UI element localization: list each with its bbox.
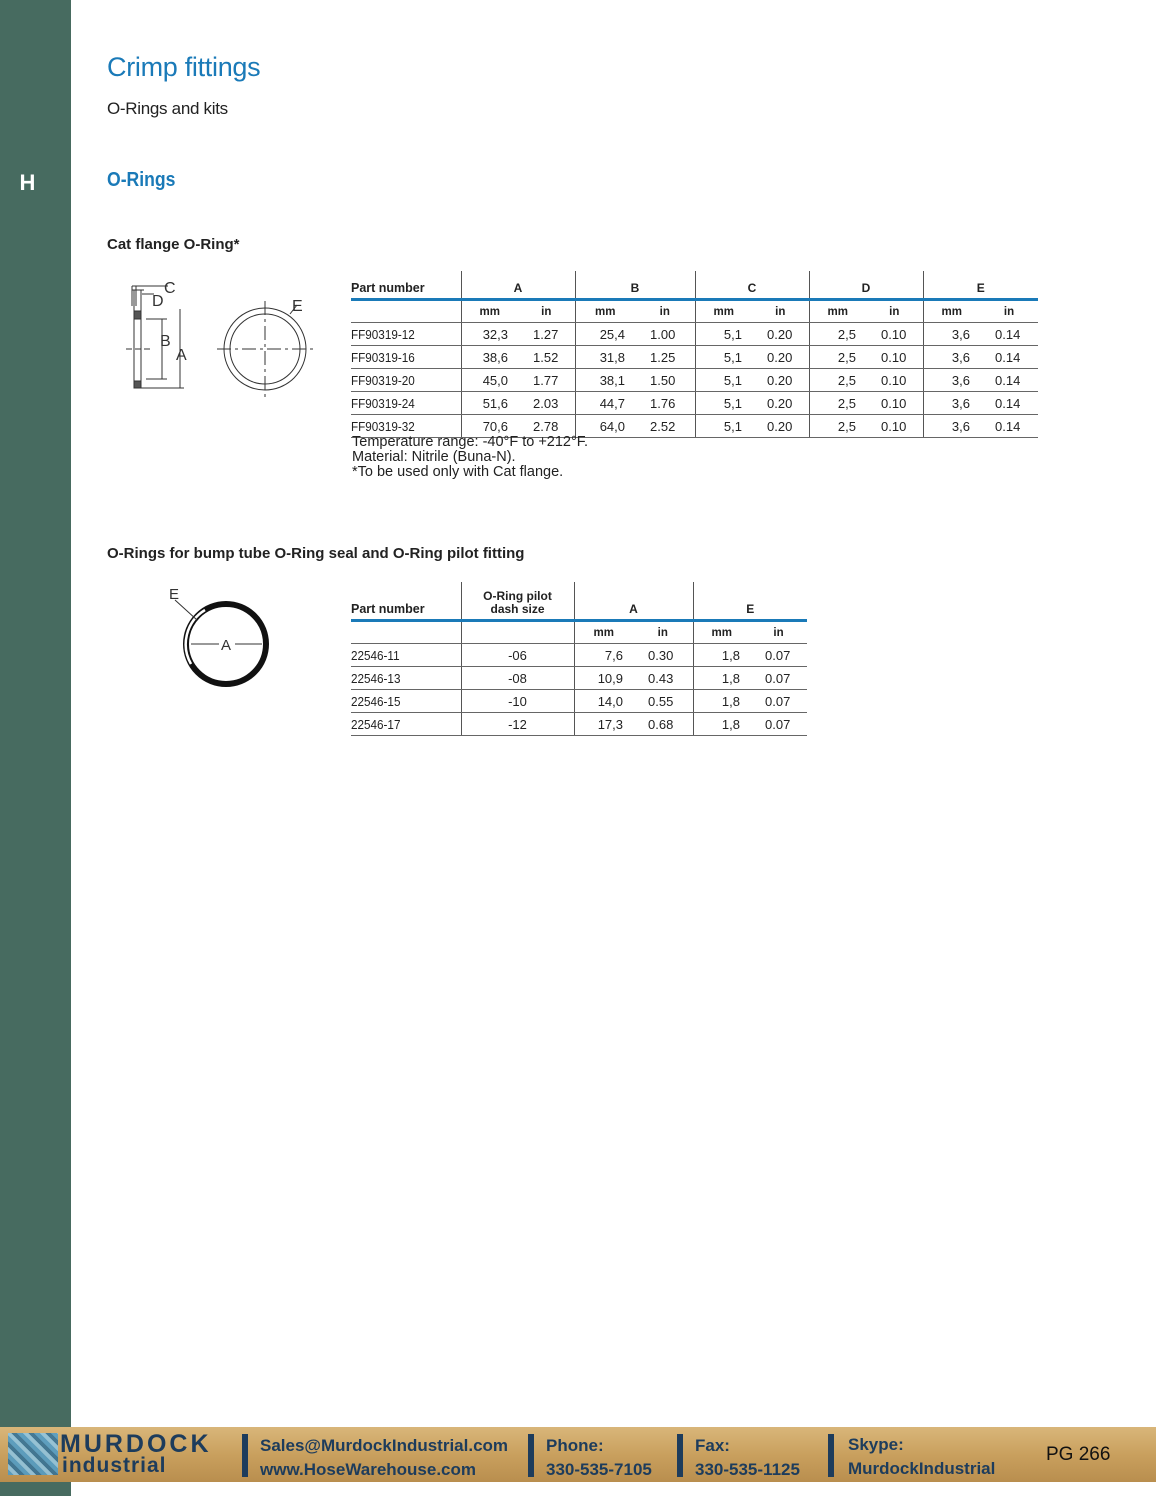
col-c: C [695, 271, 809, 300]
unit-in: in [635, 300, 695, 323]
value-cell: 0.07 [750, 644, 807, 667]
value-cell: 70,6 [461, 415, 518, 438]
value-cell: 0.10 [866, 346, 923, 369]
label-c: C [164, 280, 176, 297]
label-a: A [176, 347, 187, 364]
unit-in: in [866, 300, 923, 323]
bump-tube-heading: O-Rings for bump tube O-Ring seal and O-Ring pilot fitting [107, 545, 525, 562]
value-cell: 38,1 [575, 369, 635, 392]
fax-number: 330-535-1125 [695, 1460, 800, 1479]
value-cell: 0.20 [752, 415, 809, 438]
dash-size-cell: -06 [461, 644, 574, 667]
value-cell: 1.27 [518, 323, 575, 346]
value-cell: 38,6 [461, 346, 518, 369]
value-cell: 0.07 [750, 713, 807, 736]
value-cell: 0.14 [980, 415, 1038, 438]
value-cell: 1.50 [635, 369, 695, 392]
brand-subname: industrial [62, 1454, 167, 1477]
value-cell: 5,1 [695, 323, 752, 346]
divider [528, 1434, 534, 1477]
note-temperature: Temperature range: -40°F to +212°F. [352, 434, 589, 450]
value-cell: 14,0 [574, 690, 633, 713]
col-dash-size-line1: O-Ring pilot [483, 589, 552, 603]
col-b: B [575, 271, 695, 300]
value-cell: 2.78 [518, 415, 575, 438]
value-cell: 0.07 [750, 690, 807, 713]
value-cell: 7,6 [574, 644, 633, 667]
fax-label: Fax: [695, 1436, 730, 1455]
part-number-cell: FF90319-16 [351, 346, 450, 369]
part-number-cell: 22546-15 [351, 690, 450, 713]
divider [242, 1434, 248, 1477]
side-tab [0, 0, 71, 1496]
page-number: PG 266 [1046, 1444, 1111, 1465]
value-cell: 0.20 [752, 323, 809, 346]
value-cell: 31,8 [575, 346, 635, 369]
divider [828, 1434, 834, 1477]
value-cell: 5,1 [695, 346, 752, 369]
value-cell: 0.43 [633, 667, 693, 690]
value-cell: 0.10 [866, 415, 923, 438]
value-cell: 45,0 [461, 369, 518, 392]
value-cell: 3,6 [923, 346, 980, 369]
unit-mm: mm [461, 300, 518, 323]
col-e: E [693, 582, 807, 621]
part-number-cell: FF90319-24 [351, 392, 450, 415]
label-b: B [160, 333, 171, 350]
brand-name: MURDOCK [60, 1430, 212, 1458]
section-letter: H [19, 170, 36, 195]
cat-flange-diagram [122, 276, 322, 401]
part-number-cell: FF90319-20 [351, 369, 450, 392]
value-cell: 44,7 [575, 392, 635, 415]
value-cell: 1.00 [635, 323, 695, 346]
value-cell: 10,9 [574, 667, 633, 690]
cat-flange-heading: Cat flange O-Ring* [107, 236, 240, 253]
value-cell: 3,6 [923, 369, 980, 392]
part-number-cell: FF90319-12 [351, 323, 450, 346]
value-cell: 5,1 [695, 415, 752, 438]
value-cell: 51,6 [461, 392, 518, 415]
unit-mm: mm [575, 300, 635, 323]
value-cell: 25,4 [575, 323, 635, 346]
value-cell: 2,5 [809, 415, 866, 438]
cat-flange-notes [352, 435, 588, 480]
value-cell: 2,5 [809, 369, 866, 392]
divider [677, 1434, 683, 1477]
label-e: E [169, 586, 180, 603]
unit-in: in [518, 300, 575, 323]
unit-mm: mm [809, 300, 866, 323]
bump-tube-table [351, 582, 807, 736]
email-link[interactable]: Sales@MurdockIndustrial.com [260, 1436, 509, 1455]
col-e: E [923, 271, 1038, 300]
value-cell: 0.14 [980, 392, 1038, 415]
col-d: D [809, 271, 923, 300]
unit-mm: mm [695, 300, 752, 323]
unit-in: in [980, 300, 1038, 323]
value-cell: 1.77 [518, 369, 575, 392]
value-cell: 2.52 [635, 415, 695, 438]
website-link[interactable]: www.HoseWarehouse.com [260, 1460, 477, 1479]
phone-label: Phone: [546, 1436, 604, 1455]
footer-banner [0, 1427, 1156, 1482]
value-cell: 2,5 [809, 346, 866, 369]
value-cell: 5,1 [695, 369, 752, 392]
table-row [351, 392, 1038, 415]
value-cell: 1.52 [518, 346, 575, 369]
col-part-number: Part number [351, 271, 461, 300]
value-cell: 0.14 [980, 346, 1038, 369]
col-part-number: Part number [351, 582, 461, 621]
table-row [351, 369, 1038, 392]
value-cell: 3,6 [923, 415, 980, 438]
unit-mm: mm [574, 621, 633, 644]
value-cell: 0.07 [750, 667, 807, 690]
table-row [351, 323, 1038, 346]
col-a: A [574, 582, 693, 621]
value-cell: 0.14 [980, 369, 1038, 392]
skype-handle: MurdockIndustrial [848, 1459, 996, 1478]
bump-tube-diagram [165, 582, 275, 692]
unit-mm: mm [923, 300, 980, 323]
table-row [351, 346, 1038, 369]
col-dash-size-line2: dash size [490, 602, 545, 616]
value-cell: 2,5 [809, 323, 866, 346]
col-a: A [461, 271, 575, 300]
value-cell: 2,5 [809, 392, 866, 415]
value-cell: 0.30 [633, 644, 693, 667]
value-cell: 3,6 [923, 323, 980, 346]
skype-label: Skype: [848, 1435, 904, 1454]
value-cell: 0.10 [866, 392, 923, 415]
value-cell: 1,8 [693, 667, 750, 690]
value-cell: 2.03 [518, 392, 575, 415]
value-cell: 1,8 [693, 713, 750, 736]
dash-size-cell: -08 [461, 667, 574, 690]
col-dash-size [461, 582, 574, 621]
part-number-cell: 22546-13 [351, 667, 450, 690]
cat-flange-table [351, 271, 1038, 438]
unit-in: in [750, 621, 807, 644]
murdock-logo-icon [8, 1433, 58, 1475]
section-title: O-Rings [107, 169, 176, 191]
value-cell: 0.14 [980, 323, 1038, 346]
value-cell: 5,1 [695, 392, 752, 415]
table-row [351, 713, 807, 736]
part-number-cell: 22546-11 [351, 644, 450, 667]
page-subtitle: O-Rings and kits [107, 99, 228, 118]
value-cell: 0.68 [633, 713, 693, 736]
part-number-cell: 22546-17 [351, 713, 450, 736]
value-cell: 0.55 [633, 690, 693, 713]
page-title: Crimp fittings [107, 52, 261, 82]
value-cell: 0.10 [866, 323, 923, 346]
value-cell: 1.25 [635, 346, 695, 369]
label-d: D [152, 293, 164, 310]
table-row [351, 644, 807, 667]
part-number-cell: FF90319-32 [351, 415, 450, 438]
value-cell: 3,6 [923, 392, 980, 415]
value-cell: 0.20 [752, 346, 809, 369]
value-cell: 0.20 [752, 392, 809, 415]
label-e: E [292, 298, 303, 315]
value-cell: 64,0 [575, 415, 635, 438]
value-cell: 0.20 [752, 369, 809, 392]
value-cell: 1.76 [635, 392, 695, 415]
unit-in: in [633, 621, 693, 644]
value-cell: 17,3 [574, 713, 633, 736]
value-cell: 1,8 [693, 644, 750, 667]
side-tab-bottom [0, 1482, 71, 1496]
dash-size-cell: -12 [461, 713, 574, 736]
value-cell: 32,3 [461, 323, 518, 346]
table-row [351, 690, 807, 713]
label-a: A [221, 637, 232, 654]
dash-size-cell: -10 [461, 690, 574, 713]
note-material: Material: Nitrile (Buna-N). [352, 449, 516, 465]
unit-mm: mm [693, 621, 750, 644]
note-usage: *To be used only with Cat flange. [352, 464, 564, 480]
value-cell: 0.10 [866, 369, 923, 392]
unit-in: in [752, 300, 809, 323]
value-cell: 1,8 [693, 690, 750, 713]
phone-number: 330-535-7105 [546, 1460, 652, 1479]
table-row [351, 667, 807, 690]
